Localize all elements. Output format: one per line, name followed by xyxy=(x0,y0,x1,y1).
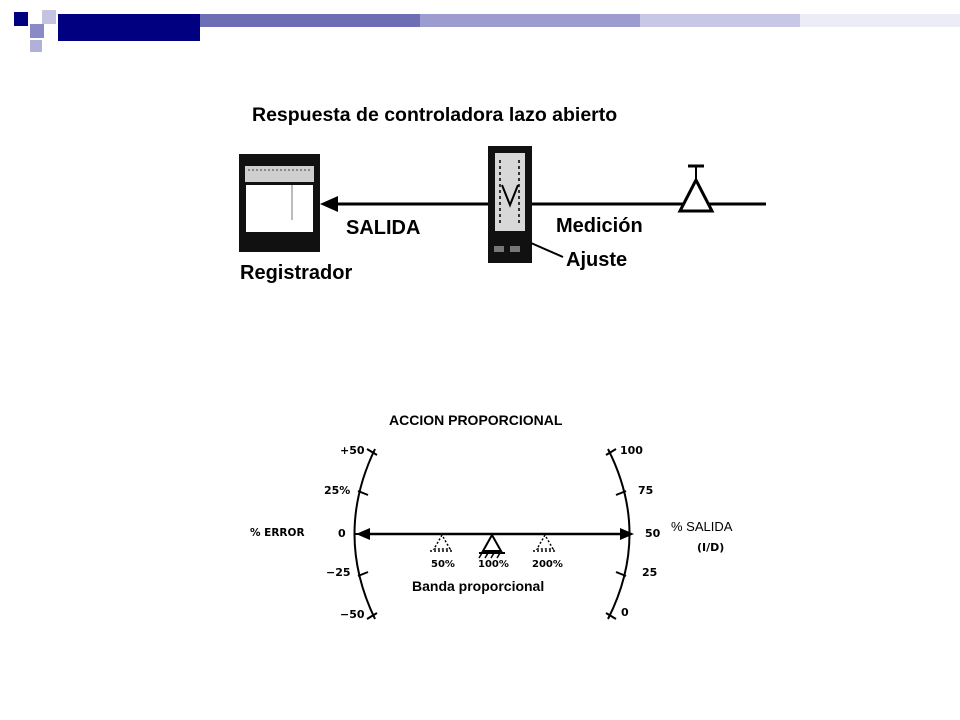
proportional-action-title: ACCION PROPORCIONAL xyxy=(389,412,563,428)
controller-device xyxy=(488,146,532,263)
header-square-2 xyxy=(30,24,44,38)
header-square-3 xyxy=(42,10,56,24)
output-arrow xyxy=(320,196,338,212)
recorder-device xyxy=(239,154,320,252)
band-value-label: 100% xyxy=(478,559,509,570)
fulcrum-100-icon xyxy=(479,535,505,558)
header-square-4 xyxy=(30,40,42,52)
control-valve-icon xyxy=(680,166,712,211)
beam-arrow-right xyxy=(620,528,634,540)
output-tick-label: 100 xyxy=(620,444,643,457)
slide-header-decoration xyxy=(0,0,960,52)
error-tick-label: −50 xyxy=(340,608,365,621)
error-tick-label: 25% xyxy=(324,484,351,497)
beam-arrow-left xyxy=(356,528,370,540)
band-value-label: 50% xyxy=(431,559,455,570)
open-loop-title: Respuesta de controladora lazo abierto xyxy=(252,104,618,126)
error-tick-label: 0 xyxy=(338,527,346,540)
measurement-label: Medición xyxy=(556,215,643,237)
header-square-1 xyxy=(14,12,28,26)
error-tick-label: −25 xyxy=(326,566,351,579)
error-axis-label: % ERROR xyxy=(250,527,305,539)
output-axis-sublabel: (I/D) xyxy=(697,541,725,554)
fulcrum-50-icon xyxy=(430,535,454,551)
output-axis-label: % SALIDA xyxy=(671,519,733,534)
recorder-label: Registrador xyxy=(240,262,353,284)
open-loop-diagram xyxy=(239,146,766,263)
band-value-label: 200% xyxy=(532,559,563,570)
output-tick-label: 25 xyxy=(642,566,658,579)
error-tick-label: +50 xyxy=(340,444,365,457)
adjust-pointer xyxy=(531,243,563,257)
adjust-label: Ajuste xyxy=(566,249,628,271)
fulcrum-200-icon xyxy=(533,535,557,551)
output-tick-label: 75 xyxy=(638,484,654,497)
output-tick-label: 50 xyxy=(645,527,661,540)
output-tick-label: 0 xyxy=(621,606,629,619)
output-label: SALIDA xyxy=(346,217,421,239)
band-label: Banda proporcional xyxy=(412,578,545,594)
